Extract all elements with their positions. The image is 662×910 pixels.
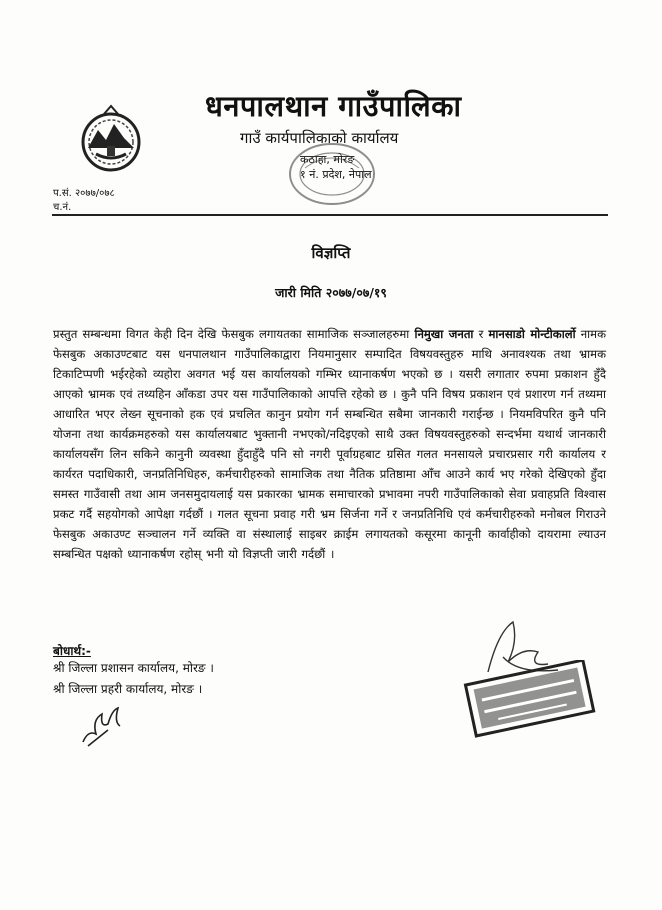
cc-heading: बोधार्थ:-: [53, 644, 91, 658]
cc-recipient-2: श्री जिल्ला प्रहरी कार्यालय, मोरङ ।: [53, 682, 203, 696]
office-name: धनपालथान गाउँपालिका: [205, 89, 462, 123]
body-part: प्रस्तुत सम्बन्धमा विगत केही दिन देखि फेसबुक लगायतका सामाजिक सञ्जालहरुमा: [53, 327, 415, 341]
office-subtitle: गाउँ कार्यपालिकाको कार्यालय: [240, 129, 399, 147]
signature-left: [78, 700, 128, 750]
header-divider: [52, 214, 608, 216]
issue-date: जारी मिति २०७७/०७/१९: [275, 285, 387, 300]
body-bold-account-2: मानसाडो मोन्टीकार्लो: [488, 327, 576, 341]
official-seal-stamp: [455, 660, 605, 740]
cc-recipient-1: श्री जिल्ला प्रशासन कार्यालय, मोरङ ।: [53, 661, 214, 675]
office-stamp: [285, 138, 380, 208]
dispatch-number: च.नं.: [53, 202, 72, 213]
body-bold-account-1: निमुखा जनता: [414, 327, 474, 341]
reference-number: प.सं. २०७७/०७८: [53, 188, 115, 199]
notice-body: [53, 324, 606, 564]
notice-title: विज्ञप्ति: [311, 244, 351, 262]
address-line-1: कठाहा, मोरङ: [300, 153, 355, 166]
nepal-emblem-logo: [76, 104, 146, 174]
address-line-2: १ नं. प्रदेश, नेपाल: [300, 168, 372, 181]
body-part: नामक फेसबुक अकाउण्टबाट यस धनपालथान गाउँपालिकाद्वारा नियमानुसार सम्पादित विषयवस्तुहरु माथि अनावश्यक तथा भ्रामक टिकाटिप्पणी भईरहेको व्यहोरा अवगत भई यस कार्यालयको गम्भिर ध्यानाकर्षण भएको छ । यसरी लगातार रुपमा प्रकाशन हुँदै आएको भ्रामक एवं तथ्यहिन आँकडा उपर यस गाउँपालिकाको आपत्ति रहेको छ । कुनै पनि विषय प्रकाशन एवं प्रशारण गर्न तथ्यमा आधारित भएर लेख्न सूचनाको हक एवं प्रचलित कानुन प्रयोग गर्न सम्बन्धित सबैमा जानकारी गराईन्छ । नियमविपरित कुनै पनि योजना तथा कार्यक्रमहरुको यस कार्यालयबाट भुक्तानी नभएको/नदिइएको साथै उक्त विषयवस्तुहरुको सन्दर्भमा यथार्थ जानकारी कार्यालयसँग लिन सकिने कानुनी व्यवस्था हुँदाहुँदै पनि सो नगरी पूर्वाग्रहबाट ग्रसित गलत मनसायले प्रचारप्रसार गरी कार्यालय र कार्यरत पदाधिकारी, जनप्रतिनिधिहरु, कर्मचारीहरुको सामाजिक तथा नैतिक प्रतिष्ठामा आँच आउने कार्य भए गरेको देखिएको हुँदा समस्त गाउँवासी तथा आम जनसमुदायलाई यस प्रकारका भ्रामक समाचारको प्रभावमा नपरी गाउँपालिकाको सेवा प्रवाहप्रति विश्वास प्रकट गर्दै सहयोगको आपेक्षा गर्दछौं । गलत सूचना प्रवाह गरी भ्रम सिर्जना गर्ने र जनप्रतिनिधि एवं कर्मचारीहरुको मनोबल गिराउने फेसबुक अकाउण्ट सञ्चालन गर्ने व्यक्ति वा संस्थालाई साइबर क्राईम लगायतको कसूरमा कानूनी कार्वाहीको दायरामा ल्याउन सम्बन्धित पक्षको ध्यानाकर्षण रहोस् भनी यो विज्ञप्ती जारी गर्दछौं ।: [53, 327, 606, 561]
body-part: र: [473, 327, 489, 341]
